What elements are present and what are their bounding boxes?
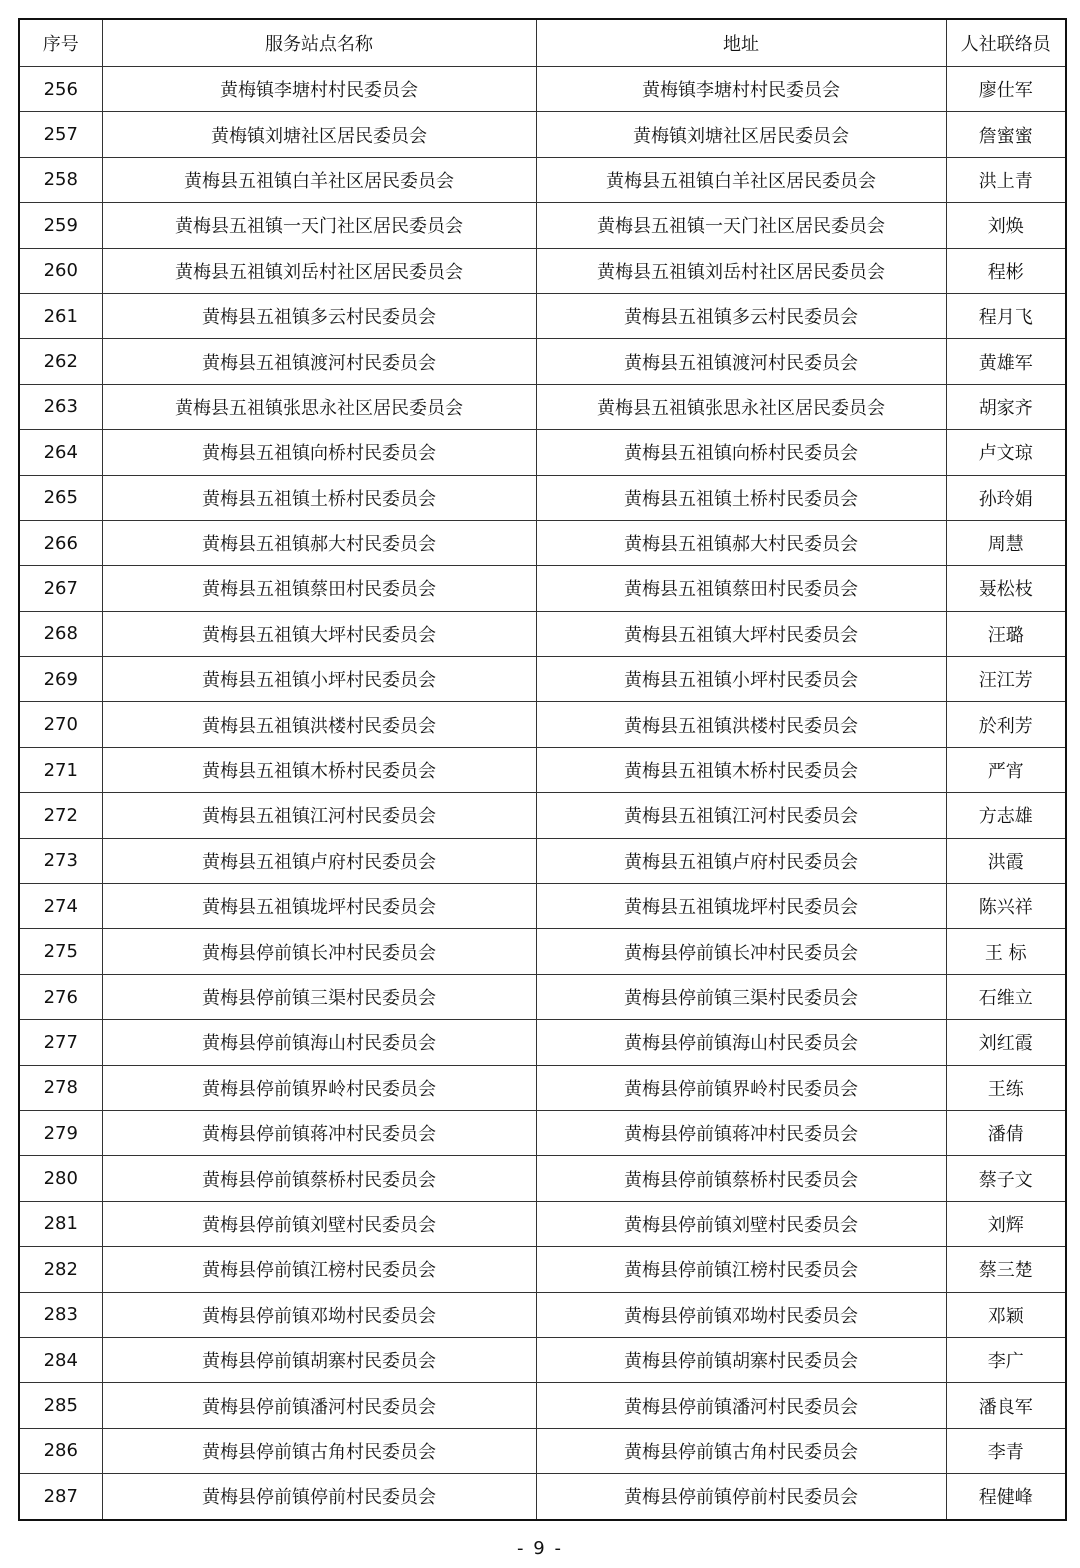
cell-liaison: 王练 bbox=[946, 1065, 1066, 1110]
cell-address: 黄梅县五祖镇木桥村民委员会 bbox=[536, 747, 946, 792]
table-row bbox=[19, 702, 1066, 747]
cell-serial-number: 287 bbox=[19, 1474, 102, 1520]
document-page bbox=[18, 18, 1065, 1521]
header-station-name: 服务站点名称 bbox=[102, 19, 536, 67]
cell-address: 黄梅县停前镇蒋冲村民委员会 bbox=[536, 1110, 946, 1155]
cell-serial-number: 261 bbox=[19, 293, 102, 338]
table-row bbox=[19, 1383, 1066, 1428]
table-row bbox=[19, 974, 1066, 1019]
table-row bbox=[19, 884, 1066, 929]
cell-liaison: 方志雄 bbox=[946, 793, 1066, 838]
cell-serial-number: 269 bbox=[19, 657, 102, 702]
table-row bbox=[19, 566, 1066, 611]
cell-address: 黄梅县五祖镇土桥村民委员会 bbox=[536, 475, 946, 520]
cell-liaison: 卢文琼 bbox=[946, 430, 1066, 475]
cell-address: 黄梅县停前镇长冲村民委员会 bbox=[536, 929, 946, 974]
table-row bbox=[19, 339, 1066, 384]
cell-address: 黄梅县停前镇海山村民委员会 bbox=[536, 1020, 946, 1065]
table-row bbox=[19, 1156, 1066, 1201]
cell-station-name: 黄梅县停前镇停前村民委员会 bbox=[102, 1474, 536, 1520]
cell-station-name: 黄梅县五祖镇向桥村民委员会 bbox=[102, 430, 536, 475]
cell-station-name: 黄梅县五祖镇郝大村民委员会 bbox=[102, 520, 536, 565]
cell-station-name: 黄梅县停前镇刘壁村民委员会 bbox=[102, 1201, 536, 1246]
cell-address: 黄梅县五祖镇张思永社区居民委员会 bbox=[536, 384, 946, 429]
table-row bbox=[19, 1020, 1066, 1065]
cell-liaison: 石维立 bbox=[946, 974, 1066, 1019]
cell-station-name: 黄梅县停前镇海山村民委员会 bbox=[102, 1020, 536, 1065]
cell-address: 黄梅县停前镇江榜村民委员会 bbox=[536, 1247, 946, 1292]
cell-serial-number: 282 bbox=[19, 1247, 102, 1292]
cell-station-name: 黄梅县五祖镇白羊社区居民委员会 bbox=[102, 157, 536, 202]
cell-serial-number: 263 bbox=[19, 384, 102, 429]
table-row bbox=[19, 475, 1066, 520]
cell-serial-number: 258 bbox=[19, 157, 102, 202]
cell-station-name: 黄梅县停前镇三渠村民委员会 bbox=[102, 974, 536, 1019]
table-row bbox=[19, 929, 1066, 974]
cell-serial-number: 277 bbox=[19, 1020, 102, 1065]
cell-station-name: 黄梅县五祖镇洪楼村民委员会 bbox=[102, 702, 536, 747]
cell-address: 黄梅县停前镇胡寨村民委员会 bbox=[536, 1337, 946, 1382]
cell-address: 黄梅县五祖镇蔡田村民委员会 bbox=[536, 566, 946, 611]
table-row bbox=[19, 293, 1066, 338]
cell-liaison: 周慧 bbox=[946, 520, 1066, 565]
cell-liaison: 程健峰 bbox=[946, 1474, 1066, 1520]
cell-station-name: 黄梅县五祖镇小坪村民委员会 bbox=[102, 657, 536, 702]
cell-liaison: 潘倩 bbox=[946, 1110, 1066, 1155]
cell-station-name: 黄梅县五祖镇多云村民委员会 bbox=[102, 293, 536, 338]
cell-address: 黄梅县五祖镇渡河村民委员会 bbox=[536, 339, 946, 384]
cell-liaison: 黄雄军 bbox=[946, 339, 1066, 384]
cell-address: 黄梅县五祖镇多云村民委员会 bbox=[536, 293, 946, 338]
cell-serial-number: 265 bbox=[19, 475, 102, 520]
cell-address: 黄梅县五祖镇卢府村民委员会 bbox=[536, 838, 946, 883]
cell-serial-number: 266 bbox=[19, 520, 102, 565]
service-station-table bbox=[18, 18, 1067, 1521]
cell-liaison: 陈兴祥 bbox=[946, 884, 1066, 929]
cell-liaison: 程彬 bbox=[946, 248, 1066, 293]
cell-liaison: 刘焕 bbox=[946, 203, 1066, 248]
cell-liaison: 李广 bbox=[946, 1337, 1066, 1382]
cell-station-name: 黄梅县五祖镇土桥村民委员会 bbox=[102, 475, 536, 520]
cell-address: 黄梅县停前镇停前村民委员会 bbox=[536, 1474, 946, 1520]
cell-address: 黄梅县停前镇界岭村民委员会 bbox=[536, 1065, 946, 1110]
cell-serial-number: 284 bbox=[19, 1337, 102, 1382]
cell-liaison: 聂松枝 bbox=[946, 566, 1066, 611]
cell-serial-number: 286 bbox=[19, 1428, 102, 1473]
cell-station-name: 黄梅县五祖镇渡河村民委员会 bbox=[102, 339, 536, 384]
cell-address: 黄梅县五祖镇刘岳村社区居民委员会 bbox=[536, 248, 946, 293]
cell-station-name: 黄梅县停前镇蔡桥村民委员会 bbox=[102, 1156, 536, 1201]
table-row bbox=[19, 1110, 1066, 1155]
cell-serial-number: 279 bbox=[19, 1110, 102, 1155]
cell-liaison: 胡家齐 bbox=[946, 384, 1066, 429]
cell-serial-number: 275 bbox=[19, 929, 102, 974]
header-address: 地址 bbox=[536, 19, 946, 67]
table-row bbox=[19, 248, 1066, 293]
table-row bbox=[19, 384, 1066, 429]
table-body bbox=[19, 67, 1066, 1520]
table-row bbox=[19, 1474, 1066, 1520]
page-number: - 9 - bbox=[517, 1538, 563, 1559]
cell-serial-number: 274 bbox=[19, 884, 102, 929]
table-row bbox=[19, 67, 1066, 112]
cell-station-name: 黄梅县五祖镇刘岳村社区居民委员会 bbox=[102, 248, 536, 293]
cell-station-name: 黄梅县停前镇古角村民委员会 bbox=[102, 1428, 536, 1473]
cell-address: 黄梅县五祖镇小坪村民委员会 bbox=[536, 657, 946, 702]
cell-station-name: 黄梅县停前镇胡寨村民委员会 bbox=[102, 1337, 536, 1382]
cell-serial-number: 271 bbox=[19, 747, 102, 792]
cell-address: 黄梅镇刘塘社区居民委员会 bbox=[536, 112, 946, 157]
cell-liaison: 王 标 bbox=[946, 929, 1066, 974]
cell-serial-number: 262 bbox=[19, 339, 102, 384]
table-row bbox=[19, 112, 1066, 157]
cell-address: 黄梅县停前镇三渠村民委员会 bbox=[536, 974, 946, 1019]
cell-station-name: 黄梅县五祖镇江河村民委员会 bbox=[102, 793, 536, 838]
cell-liaison: 汪璐 bbox=[946, 611, 1066, 656]
cell-serial-number: 257 bbox=[19, 112, 102, 157]
cell-station-name: 黄梅县停前镇江榜村民委员会 bbox=[102, 1247, 536, 1292]
cell-liaison: 詹蜜蜜 bbox=[946, 112, 1066, 157]
cell-address: 黄梅县五祖镇垅坪村民委员会 bbox=[536, 884, 946, 929]
cell-liaison: 蔡三楚 bbox=[946, 1247, 1066, 1292]
cell-liaison: 廖仕军 bbox=[946, 67, 1066, 112]
table-row bbox=[19, 430, 1066, 475]
cell-liaison: 刘辉 bbox=[946, 1201, 1066, 1246]
cell-liaison: 李青 bbox=[946, 1428, 1066, 1473]
cell-address: 黄梅县五祖镇一天门社区居民委员会 bbox=[536, 203, 946, 248]
table-row bbox=[19, 611, 1066, 656]
cell-station-name: 黄梅县停前镇潘河村民委员会 bbox=[102, 1383, 536, 1428]
cell-liaison: 潘良军 bbox=[946, 1383, 1066, 1428]
cell-liaison: 蔡子文 bbox=[946, 1156, 1066, 1201]
table-row bbox=[19, 1201, 1066, 1246]
table-row bbox=[19, 1292, 1066, 1337]
cell-address: 黄梅县五祖镇郝大村民委员会 bbox=[536, 520, 946, 565]
cell-serial-number: 270 bbox=[19, 702, 102, 747]
cell-serial-number: 280 bbox=[19, 1156, 102, 1201]
cell-address: 黄梅县停前镇蔡桥村民委员会 bbox=[536, 1156, 946, 1201]
cell-serial-number: 285 bbox=[19, 1383, 102, 1428]
cell-address: 黄梅县五祖镇洪楼村民委员会 bbox=[536, 702, 946, 747]
cell-serial-number: 267 bbox=[19, 566, 102, 611]
cell-serial-number: 272 bbox=[19, 793, 102, 838]
table-row bbox=[19, 793, 1066, 838]
table-row bbox=[19, 657, 1066, 702]
cell-liaison: 於利芳 bbox=[946, 702, 1066, 747]
cell-station-name: 黄梅县五祖镇蔡田村民委员会 bbox=[102, 566, 536, 611]
cell-liaison: 汪江芳 bbox=[946, 657, 1066, 702]
cell-station-name: 黄梅县五祖镇张思永社区居民委员会 bbox=[102, 384, 536, 429]
cell-liaison: 孙玲娟 bbox=[946, 475, 1066, 520]
cell-station-name: 黄梅县五祖镇卢府村民委员会 bbox=[102, 838, 536, 883]
cell-address: 黄梅县停前镇潘河村民委员会 bbox=[536, 1383, 946, 1428]
table-row bbox=[19, 203, 1066, 248]
table-row bbox=[19, 747, 1066, 792]
table-row bbox=[19, 1337, 1066, 1382]
cell-station-name: 黄梅镇刘塘社区居民委员会 bbox=[102, 112, 536, 157]
cell-address: 黄梅县停前镇古角村民委员会 bbox=[536, 1428, 946, 1473]
cell-station-name: 黄梅县五祖镇一天门社区居民委员会 bbox=[102, 203, 536, 248]
cell-station-name: 黄梅县停前镇界岭村民委员会 bbox=[102, 1065, 536, 1110]
cell-serial-number: 278 bbox=[19, 1065, 102, 1110]
cell-liaison: 邓颖 bbox=[946, 1292, 1066, 1337]
cell-liaison: 严宵 bbox=[946, 747, 1066, 792]
cell-serial-number: 273 bbox=[19, 838, 102, 883]
cell-address: 黄梅县停前镇邓坳村民委员会 bbox=[536, 1292, 946, 1337]
cell-serial-number: 281 bbox=[19, 1201, 102, 1246]
cell-serial-number: 260 bbox=[19, 248, 102, 293]
table-row bbox=[19, 157, 1066, 202]
cell-serial-number: 268 bbox=[19, 611, 102, 656]
cell-address: 黄梅县停前镇刘壁村民委员会 bbox=[536, 1201, 946, 1246]
cell-liaison: 程月飞 bbox=[946, 293, 1066, 338]
table-row bbox=[19, 1065, 1066, 1110]
table-row bbox=[19, 1428, 1066, 1473]
cell-address: 黄梅县五祖镇向桥村民委员会 bbox=[536, 430, 946, 475]
table-row bbox=[19, 1247, 1066, 1292]
header-liaison: 人社联络员 bbox=[946, 19, 1066, 67]
cell-liaison: 洪霞 bbox=[946, 838, 1066, 883]
cell-station-name: 黄梅县停前镇蒋冲村民委员会 bbox=[102, 1110, 536, 1155]
cell-serial-number: 264 bbox=[19, 430, 102, 475]
cell-station-name: 黄梅县五祖镇垅坪村民委员会 bbox=[102, 884, 536, 929]
cell-station-name: 黄梅镇李塘村村民委员会 bbox=[102, 67, 536, 112]
cell-serial-number: 259 bbox=[19, 203, 102, 248]
cell-address: 黄梅镇李塘村村民委员会 bbox=[536, 67, 946, 112]
cell-station-name: 黄梅县停前镇长冲村民委员会 bbox=[102, 929, 536, 974]
cell-liaison: 洪上青 bbox=[946, 157, 1066, 202]
cell-station-name: 黄梅县五祖镇大坪村民委员会 bbox=[102, 611, 536, 656]
cell-station-name: 黄梅县停前镇邓坳村民委员会 bbox=[102, 1292, 536, 1337]
cell-station-name: 黄梅县五祖镇木桥村民委员会 bbox=[102, 747, 536, 792]
cell-address: 黄梅县五祖镇江河村民委员会 bbox=[536, 793, 946, 838]
table-row bbox=[19, 838, 1066, 883]
cell-liaison: 刘红霞 bbox=[946, 1020, 1066, 1065]
cell-serial-number: 256 bbox=[19, 67, 102, 112]
cell-serial-number: 283 bbox=[19, 1292, 102, 1337]
header-serial-number: 序号 bbox=[19, 19, 102, 67]
cell-address: 黄梅县五祖镇大坪村民委员会 bbox=[536, 611, 946, 656]
cell-address: 黄梅县五祖镇白羊社区居民委员会 bbox=[536, 157, 946, 202]
table-row bbox=[19, 520, 1066, 565]
table-header-row bbox=[19, 19, 1066, 67]
cell-serial-number: 276 bbox=[19, 974, 102, 1019]
